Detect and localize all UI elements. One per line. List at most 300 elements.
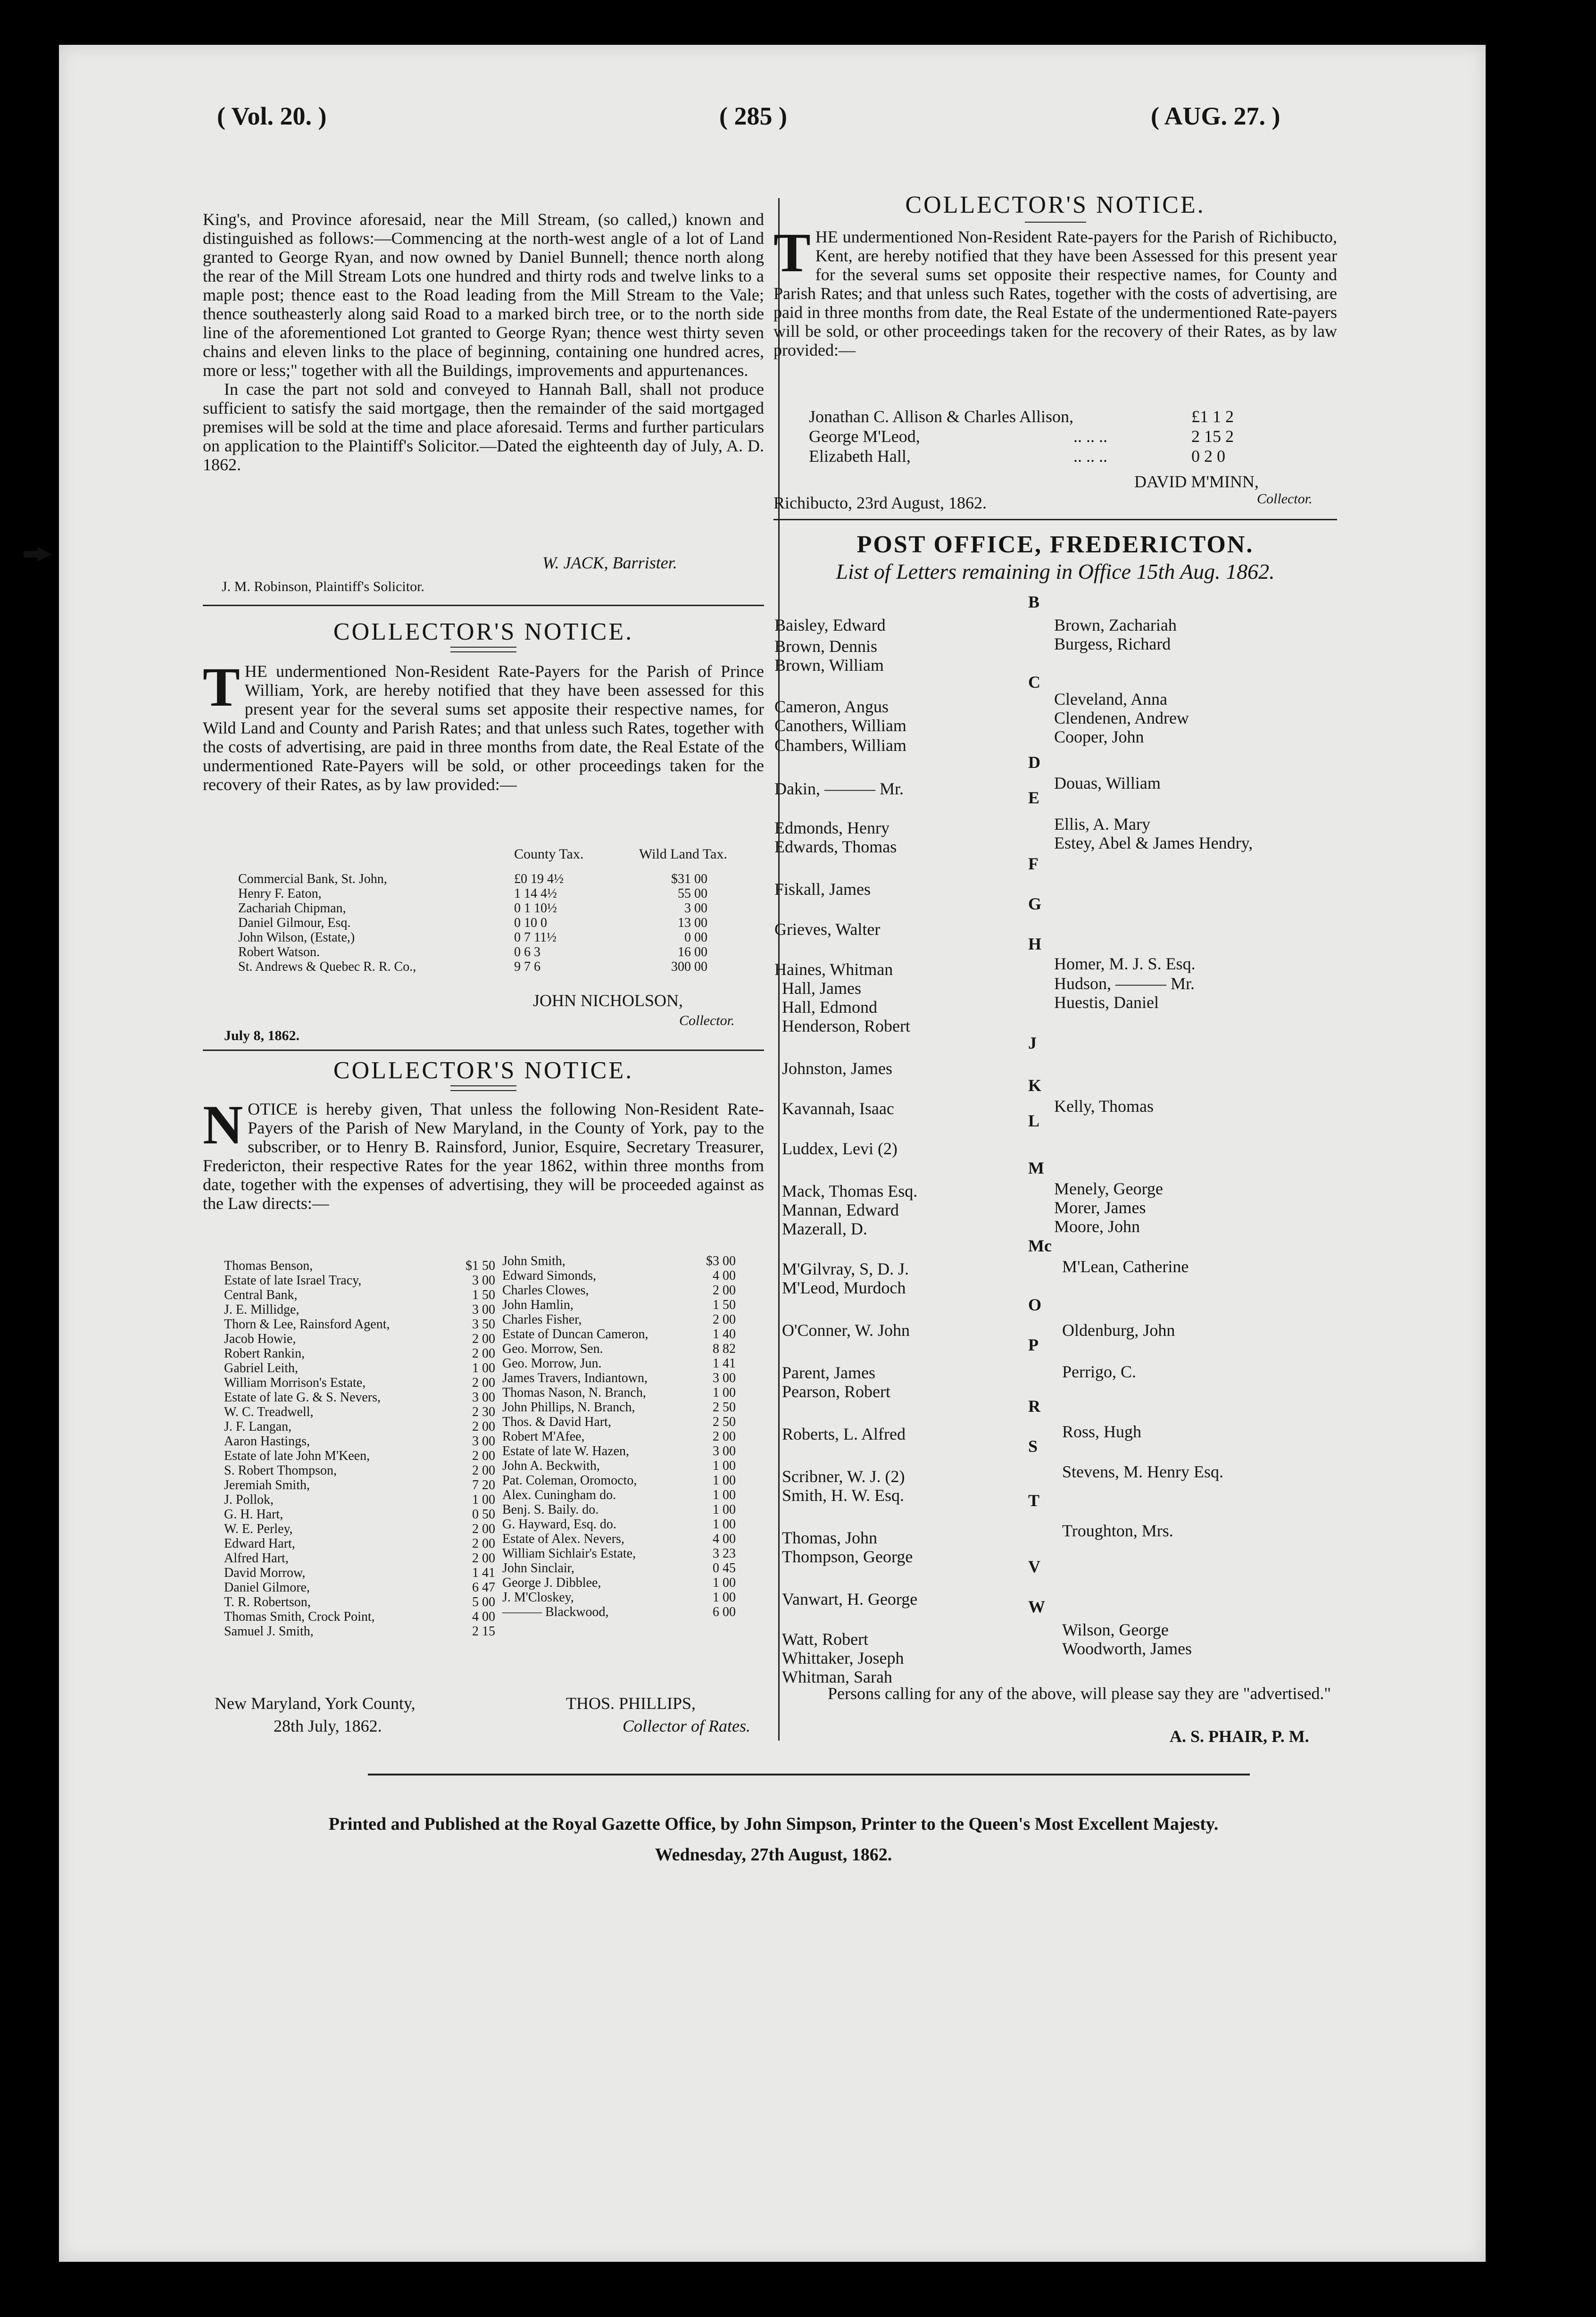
list-item: Edmonds, Henry — [774, 818, 889, 837]
list-item: Smith, H. W. Esq. — [782, 1486, 905, 1505]
table-row — [238, 945, 707, 959]
payer-name: Thomas Nason, N. Branch, — [502, 1385, 646, 1400]
list-item: Ross, Hugh — [1062, 1422, 1142, 1441]
index-letter: O — [1028, 1295, 1042, 1314]
payer-name: Edward Simonds, — [502, 1268, 597, 1283]
table-row — [238, 916, 707, 930]
publisher-line: Printed and Published at the Royal Gazette Office, by John Simpson, Printer to the Queen's Most Excellent Majesty. — [328, 1814, 1219, 1834]
list-item: Menely, George — [1054, 1179, 1163, 1198]
list-item: Dakin, ——— Mr. — [774, 779, 904, 798]
notice-text: OTICE is hereby given, That unless the following Non-Resident Rate-Payers of the Parish of New Maryland, in the County of York, pay to the subscriber, or to Henry B. Rainsford, Junior, Esquire, Secretary Treasurer, Fredericton, their respective Rates for the year 1862, within three months from date, together with the expenses of advertising, they will be proceeded against as the Law directs:— — [203, 1100, 764, 1213]
title-ornament — [450, 1085, 516, 1091]
rate-amount: 2 50 — [713, 1400, 736, 1415]
table-row — [224, 1551, 495, 1566]
rate-amount: 3 00 — [713, 1371, 736, 1385]
rate-amount: 2 30 — [472, 1405, 495, 1419]
rate-amount: 2 00 — [472, 1522, 495, 1536]
list-item: Chambers, William — [774, 736, 906, 755]
list-item: Hudson, ——— Mr. — [1054, 974, 1195, 993]
payer-name: J. M'Closkey, — [502, 1590, 574, 1605]
collector-name: THOS. PHILLIPS, — [566, 1694, 696, 1713]
list-item: M'Leod, Murdoch — [782, 1278, 906, 1297]
legal-notice-continuation — [203, 210, 764, 474]
table-row — [224, 1522, 495, 1536]
rate-amount: 2 00 — [713, 1283, 736, 1298]
payer-name: S. Robert Thompson, — [224, 1463, 337, 1478]
margin-arrow-icon — [24, 547, 52, 561]
payer-name: Charles Fisher, — [502, 1312, 582, 1327]
payer-name: David Morrow, — [224, 1566, 306, 1580]
table-row — [224, 1463, 495, 1478]
list-item: Hall, James — [782, 979, 861, 998]
barrister-signature: W. JACK, Barrister. — [542, 553, 677, 572]
collector-title: Collector of Rates. — [623, 1717, 750, 1735]
table-row — [238, 886, 707, 901]
table-row — [238, 959, 707, 974]
wild-land-tax-header: Wild Land Tax. — [639, 846, 727, 862]
rate-amount: 4 00 — [472, 1609, 495, 1624]
table-row — [502, 1590, 736, 1605]
list-item: Stevens, M. Henry Esq. — [1062, 1462, 1223, 1481]
volume-label: ( Vol. 20. ) — [217, 102, 327, 130]
payer-name: Jacob Howie, — [224, 1332, 296, 1346]
payer-name: Geo. Morrow, Sen. — [502, 1342, 603, 1356]
rate-amount: 7 20 — [472, 1478, 495, 1492]
index-letter: W — [1028, 1597, 1045, 1616]
list-item: Thomas, John — [782, 1528, 877, 1547]
rate-amount: 3 00 — [472, 1434, 495, 1449]
payer-name: Estate of Duncan Cameron, — [502, 1327, 648, 1342]
table-row — [238, 930, 707, 945]
solicitor-line: J. M. Robinson, Plaintiff's Solicitor. — [222, 579, 424, 594]
table-row — [502, 1298, 736, 1312]
payer-name: G. H. Hart, — [224, 1507, 283, 1522]
payer-name: Henry F. Eaton, — [238, 886, 322, 901]
rate-amount: 2 00 — [472, 1449, 495, 1463]
place-date: Richibucto, 23rd August, 1862. — [773, 493, 987, 512]
table-row — [224, 1624, 495, 1639]
list-item: M'Gilvray, S, D. J. — [782, 1259, 909, 1278]
rate-amount: 2 00 — [472, 1536, 495, 1551]
table-row — [224, 1288, 495, 1302]
rate-amount: 0 50 — [472, 1507, 495, 1522]
table-row — [502, 1502, 736, 1517]
payer-name: John Hamlin, — [502, 1298, 574, 1312]
rate-amount: 2 50 — [713, 1415, 736, 1429]
payer-name: Aaron Hastings, — [224, 1434, 310, 1449]
payer-name: Edward Hart, — [224, 1536, 295, 1551]
section-rule — [203, 605, 764, 606]
list-item: Ellis, A. Mary — [1054, 815, 1150, 833]
rate-amount: 1 00 — [713, 1502, 736, 1517]
notice-text: HE undermentioned Non-Resident Rate-payers for the Parish of Richibucto, Kent, are hereby notified that they have been Assessed for this present year for the several sums set opposite their respective names, for County and Parish Rates; and that unless such Rates, together with the costs of advertising, are paid in three months from date, the Real Estate of the undermentioned Rate-payers will be sold, or other proceedings taken for the recovery of their Rates, as by law provided:— — [773, 227, 1337, 359]
table-row — [502, 1429, 736, 1444]
list-item: Hall, Edmond — [782, 998, 877, 1017]
collector-name: JOHN NICHOLSON, — [533, 991, 683, 1010]
wild-land-tax: 16 00 — [678, 945, 707, 959]
payer-name: Benj. S. Baily. do. — [502, 1502, 599, 1517]
rate-amount: 3 50 — [472, 1317, 495, 1332]
payer-name: Daniel Gilmour, Esq. — [238, 916, 351, 930]
payer-name: William Morrison's Estate, — [224, 1375, 366, 1390]
index-letter: F — [1028, 854, 1039, 873]
payer-name: James Travers, Indiantown, — [502, 1371, 648, 1385]
table-row — [502, 1254, 736, 1268]
rate-amount: 1 00 — [472, 1361, 495, 1375]
section-rule — [773, 519, 1337, 520]
table-row — [502, 1444, 736, 1459]
list-item: Mannan, Edward — [782, 1200, 899, 1219]
payer-name: St. Andrews & Quebec R. R. Co., — [238, 959, 416, 974]
index-letter: S — [1028, 1437, 1038, 1456]
collector-title: Collector. — [679, 1013, 735, 1028]
payer-name: Elizabeth Hall, — [809, 447, 911, 466]
table-row — [224, 1580, 495, 1595]
table-row — [502, 1356, 736, 1371]
list-item: Brown, Dennis — [774, 637, 877, 656]
leader-dots: .. .. .. — [1073, 447, 1108, 466]
payer-name: J. E. Millidge, — [224, 1302, 299, 1317]
list-item: Huestis, Daniel — [1054, 993, 1159, 1012]
rate-payers-table — [809, 407, 1267, 466]
table-row — [502, 1415, 736, 1429]
table-row — [502, 1400, 736, 1415]
payer-name: Thomas Benson, — [224, 1259, 313, 1273]
payer-name: Commercial Bank, St. John, — [238, 872, 387, 886]
table-row — [502, 1517, 736, 1532]
rate-amount: 1 00 — [713, 1488, 736, 1502]
rate-amount: 1 00 — [472, 1492, 495, 1507]
payer-name: Jonathan C. Allison & Charles Allison, — [809, 407, 1074, 426]
rate-amount: 6 47 — [472, 1580, 495, 1595]
post-office-title: POST OFFICE, FREDERICTON. — [856, 531, 1254, 558]
sale-terms: In case the part not sold and conveyed to Hannah Ball, shall not produce sufficient to satisfy the said mortgage, then the remainder of the said mortgaged premises will be sold at the time and place aforesaid. Terms and further particulars on application to the Plaintiff's Solicitor.—Dated the eighteenth day of July, A. D. 1862. — [203, 380, 764, 474]
rate-amount: 2 00 — [472, 1463, 495, 1478]
list-item: Watt, Robert — [782, 1630, 869, 1649]
payer-name: Estate of late W. Hazen, — [502, 1444, 630, 1459]
rate-amount: 3 00 — [472, 1302, 495, 1317]
index-letter: D — [1028, 753, 1040, 772]
rate-amount: 2 00 — [472, 1346, 495, 1361]
list-item: Burgess, Richard — [1054, 634, 1171, 653]
list-item: Cameron, Angus — [774, 697, 889, 716]
page-number: ( 285 ) — [719, 102, 787, 130]
notice-text: HE undermentioned Non-Resident Rate-Payers for the Parish of Prince William, York, are hereby notified that they have been assessed for this present year for the several sums set apposite their respective names, for Wild Land and County and Parish Rates; and that unless such Rates, together with the costs of advertising, are paid in three months from date, the Real Estate of the undermentioned Rate-Payers will be sold, or other proceedings taken for the recovery of their Rates, as by law provided:— — [203, 662, 764, 794]
rate-amount: 6 00 — [713, 1605, 736, 1619]
county-tax: 1 14 4½ — [514, 886, 557, 901]
rate-amount: 3 23 — [713, 1546, 736, 1561]
table-row — [502, 1312, 736, 1327]
table-row — [224, 1478, 495, 1492]
rate-amount: 1 00 — [713, 1517, 736, 1532]
section-rule — [203, 1050, 764, 1051]
list-item: Perrigo, C. — [1062, 1362, 1136, 1381]
rate-amount: 1 00 — [713, 1385, 736, 1400]
payer-name: John Sinclair, — [502, 1561, 574, 1575]
index-letter: R — [1028, 1397, 1040, 1416]
rate-amount: 2 00 — [713, 1312, 736, 1327]
payer-name: Jeremiah Smith, — [224, 1478, 310, 1492]
index-letter: P — [1028, 1335, 1039, 1354]
index-letter: V — [1028, 1557, 1040, 1576]
title-ornament — [450, 647, 516, 652]
list-item: Fiskall, James — [774, 880, 871, 899]
table-row — [224, 1609, 495, 1624]
rate-amount: £1 1 2 — [1191, 407, 1234, 426]
table-row — [224, 1566, 495, 1580]
list-item: Brown, William — [774, 656, 884, 675]
table-row — [224, 1273, 495, 1288]
list-item: Cooper, John — [1054, 727, 1144, 746]
payer-name: Charles Clowes, — [502, 1283, 589, 1298]
rate-amount: 0 45 — [713, 1561, 736, 1575]
list-item: Canothers, William — [774, 716, 906, 735]
list-item: Oldenburg, John — [1062, 1321, 1175, 1340]
table-row — [502, 1371, 736, 1385]
list-item: Douas, William — [1054, 774, 1161, 792]
rate-amount: 2 00 — [472, 1332, 495, 1346]
payer-name: Zachariah Chipman, — [238, 901, 346, 916]
payer-name: Robert M'Afee, — [502, 1429, 585, 1444]
table-row — [224, 1361, 495, 1375]
table-row — [502, 1605, 736, 1619]
index-letter: E — [1028, 788, 1040, 807]
rate-amount: $3 00 — [706, 1254, 736, 1268]
table-row — [502, 1561, 736, 1575]
list-item: Grieves, Walter — [774, 920, 881, 939]
table-row — [224, 1259, 495, 1273]
county-tax: £0 19 4½ — [514, 872, 564, 886]
rate-amount: 4 00 — [713, 1532, 736, 1546]
payer-name: T. R. Robertson, — [224, 1595, 311, 1609]
rate-amount: 1 41 — [472, 1566, 495, 1580]
list-item: Roberts, L. Alfred — [782, 1425, 906, 1443]
payer-name: George J. Dibblee, — [502, 1575, 601, 1590]
rate-amount: 1 40 — [713, 1327, 736, 1342]
notice-date: 28th July, 1862. — [274, 1717, 382, 1735]
rate-amount: 3 00 — [472, 1273, 495, 1288]
collector-notice-prince-william — [203, 618, 764, 794]
payer-name: Robert Rankin, — [224, 1346, 305, 1361]
list-item: Homer, M. J. S. Esq. — [1054, 954, 1196, 973]
county-tax: 9 7 6 — [514, 959, 540, 974]
list-item: Estey, Abel & James Hendry, — [1054, 833, 1253, 852]
payer-name: Estate of Alex. Nevers, — [502, 1532, 624, 1546]
payer-name: Thorn & Lee, Rainsford Agent, — [224, 1317, 390, 1332]
index-letter: B — [1028, 592, 1040, 611]
payer-name: John A. Beckwith, — [502, 1459, 600, 1473]
rate-amount: 1 00 — [713, 1473, 736, 1488]
index-letter: H — [1028, 934, 1042, 953]
list-item: Haines, Whitman — [774, 960, 893, 979]
title-ornament — [1025, 222, 1086, 225]
rate-amount: 1 41 — [713, 1356, 736, 1371]
wild-land-tax: 13 00 — [678, 916, 707, 930]
table-row — [224, 1507, 495, 1522]
rate-amount: 3 00 — [472, 1390, 495, 1405]
index-letter: T — [1028, 1491, 1040, 1510]
collector-title: Collector. — [1257, 491, 1313, 507]
table-row — [224, 1302, 495, 1317]
table-row — [502, 1546, 736, 1561]
rate-amount: 0 2 0 — [1191, 447, 1226, 466]
rate-amount: 2 15 — [472, 1624, 495, 1639]
rate-payers-left — [224, 1259, 495, 1639]
payer-name: George M'Leod, — [809, 427, 920, 446]
publication-date: Wednesday, 27th August, 1862. — [655, 1845, 892, 1865]
property-description: King's, and Province aforesaid, near the Mill Stream, (so called,) known and distinguished as follows:—Commencing at the north-west angle of a lot of Land granted to George Ryan, and now owned by Daniel Bunnell; thence north along the rear of the Mill Stream Lots one hundred and thirty rods and twelve links to a maple post; thence east to the Road leading from the Mill Stream to the Vale; thence southeasterly along said Road to a marked birch tree, or to the north side line of the aforementioned Lot granted to George Ryan; thence west thirty seven chains and eleven links to the place of beginning, containing one hundred acres, more or less;" together with all the Buildings, improvements and appurtenances. — [203, 210, 764, 380]
list-item: Scribner, W. J. (2) — [782, 1467, 905, 1486]
payer-name: Geo. Morrow, Jun. — [502, 1356, 602, 1371]
list-item: Kavannah, Isaac — [782, 1099, 894, 1118]
rate-amount: 2 00 — [472, 1375, 495, 1390]
payer-name: Alfred Hart, — [224, 1551, 289, 1566]
table-row — [502, 1283, 736, 1298]
list-item: Parent, James — [782, 1363, 875, 1382]
rate-amount: 1 50 — [713, 1298, 736, 1312]
wild-land-tax: $31 00 — [671, 872, 707, 886]
payer-name: ——— Blackwood, — [502, 1605, 609, 1619]
index-letter: L — [1028, 1111, 1040, 1130]
table-row — [809, 446, 1267, 466]
index-letter: K — [1028, 1076, 1042, 1095]
list-item: Johnston, James — [782, 1059, 892, 1078]
rate-payers-right — [502, 1254, 736, 1619]
rate-amount: 5 00 — [472, 1595, 495, 1609]
payer-name: J. F. Langan, — [224, 1419, 292, 1434]
table-row — [224, 1390, 495, 1405]
county-tax: 0 1 10½ — [514, 901, 557, 916]
list-item: Kelly, Thomas — [1054, 1097, 1154, 1116]
rate-amount: 2 00 — [472, 1419, 495, 1434]
leader-dots — [1073, 407, 1191, 426]
payer-name: Estate of late Israel Tracy, — [224, 1273, 362, 1288]
notice-title: COLLECTOR'S NOTICE. — [333, 618, 634, 645]
tax-table — [238, 872, 707, 974]
table-row — [502, 1385, 736, 1400]
payer-name: John Phillips, N. Branch, — [502, 1400, 635, 1415]
payer-name: William Sichlair's Estate, — [502, 1546, 636, 1561]
list-item: Wilson, George — [1062, 1620, 1169, 1639]
list-item: O'Conner, W. John — [782, 1321, 910, 1340]
table-row — [502, 1532, 736, 1546]
notice-title: COLLECTOR'S NOTICE. — [905, 192, 1205, 218]
rate-amount: 1 00 — [713, 1459, 736, 1473]
table-row — [224, 1595, 495, 1609]
list-item: Morer, James — [1054, 1198, 1146, 1217]
table-row — [809, 407, 1267, 426]
payer-name: Gabriel Leith, — [224, 1361, 299, 1375]
table-row — [224, 1449, 495, 1463]
rate-amount: 4 00 — [713, 1268, 736, 1283]
payer-name: W. C. Treadwell, — [224, 1405, 314, 1419]
county-tax-header: County Tax. — [514, 846, 584, 862]
list-item: Thompson, George — [782, 1547, 913, 1566]
drop-cap: T — [773, 222, 811, 283]
county-tax: 0 10 0 — [514, 916, 547, 930]
leader-dots: .. .. .. — [1073, 427, 1108, 446]
table-row — [502, 1488, 736, 1502]
issue-date: ( AUG. 27. ) — [1151, 102, 1280, 130]
payer-name: Thos. & David Hart, — [502, 1415, 611, 1429]
list-item: Edwards, Thomas — [774, 837, 897, 856]
rate-amount: 2 15 2 — [1191, 427, 1234, 446]
table-row — [502, 1327, 736, 1342]
drop-cap: T — [203, 656, 240, 718]
drop-cap: N — [203, 1094, 243, 1156]
table-row — [502, 1575, 736, 1590]
list-item: Vanwart, H. George — [782, 1590, 918, 1609]
rate-amount: 2 00 — [472, 1551, 495, 1566]
payer-name: J. Pollok, — [224, 1492, 274, 1507]
payer-name: Central Bank, — [224, 1288, 298, 1302]
footer-rule — [368, 1774, 1250, 1775]
table-row — [224, 1375, 495, 1390]
index-letter: G — [1028, 894, 1042, 913]
table-row — [224, 1492, 495, 1507]
collector-notice-new-maryland — [203, 1057, 764, 1213]
post-office-closing: Persons calling for any of the above, will please say they are "advertised." — [828, 1684, 1331, 1703]
table-row — [224, 1346, 495, 1361]
rate-amount: 2 00 — [713, 1429, 736, 1444]
list-item: Woodworth, James — [1062, 1639, 1192, 1658]
collector-notice-richibucto — [773, 191, 1337, 359]
list-item: Whitman, Sarah — [782, 1667, 892, 1686]
notice-date: July 8, 1862. — [224, 1028, 300, 1043]
list-item: Mack, Thomas Esq. — [782, 1182, 918, 1200]
notice-place: New Maryland, York County, — [215, 1694, 416, 1713]
table-row — [502, 1268, 736, 1283]
list-item: Brown, Zachariah — [1054, 616, 1177, 634]
table-row — [502, 1459, 736, 1473]
payer-name: Alex. Cuningham do. — [502, 1488, 616, 1502]
list-item: Henderson, Robert — [782, 1017, 910, 1035]
rate-amount: 1 50 — [472, 1288, 495, 1302]
payer-name: W. E. Perley, — [224, 1522, 293, 1536]
wild-land-tax: 3 00 — [684, 901, 707, 916]
payer-name: John Wilson, (Estate,) — [238, 930, 355, 945]
list-item: Moore, John — [1054, 1217, 1140, 1236]
table-row — [224, 1405, 495, 1419]
payer-name: Daniel Gilmore, — [224, 1580, 310, 1595]
post-office-subtitle: List of Letters remaining in Office 15th Aug. 1862. — [836, 559, 1275, 583]
table-row — [224, 1419, 495, 1434]
list-item: Pearson, Robert — [782, 1382, 890, 1401]
list-item: Troughton, Mrs. — [1062, 1521, 1173, 1540]
payer-name: G. Hayward, Esq. do. — [502, 1517, 616, 1532]
list-item: Baisley, Edward — [774, 616, 886, 634]
index-letter: M — [1028, 1158, 1044, 1177]
rate-amount: 8 82 — [713, 1342, 736, 1356]
rate-amount: $1 50 — [466, 1259, 495, 1273]
payer-name: Estate of late G. & S. Nevers, — [224, 1390, 381, 1405]
list-item: Luddex, Levi (2) — [782, 1139, 898, 1158]
list-item: Whittaker, Joseph — [782, 1649, 904, 1667]
rate-amount: 1 00 — [713, 1575, 736, 1590]
payer-name: Pat. Coleman, Oromocto, — [502, 1473, 637, 1488]
payer-name: Samuel J. Smith, — [224, 1624, 314, 1639]
notice-title: COLLECTOR'S NOTICE. — [333, 1057, 634, 1084]
index-letter: J — [1028, 1033, 1037, 1052]
county-tax: 0 7 11½ — [514, 930, 557, 945]
wild-land-tax: 300 00 — [671, 959, 707, 974]
table-row — [502, 1473, 736, 1488]
index-letter: C — [1028, 673, 1040, 692]
rate-amount: 3 00 — [713, 1444, 736, 1459]
table-row — [224, 1536, 495, 1551]
table-row — [809, 426, 1267, 446]
index-letter: Mc — [1028, 1236, 1052, 1255]
